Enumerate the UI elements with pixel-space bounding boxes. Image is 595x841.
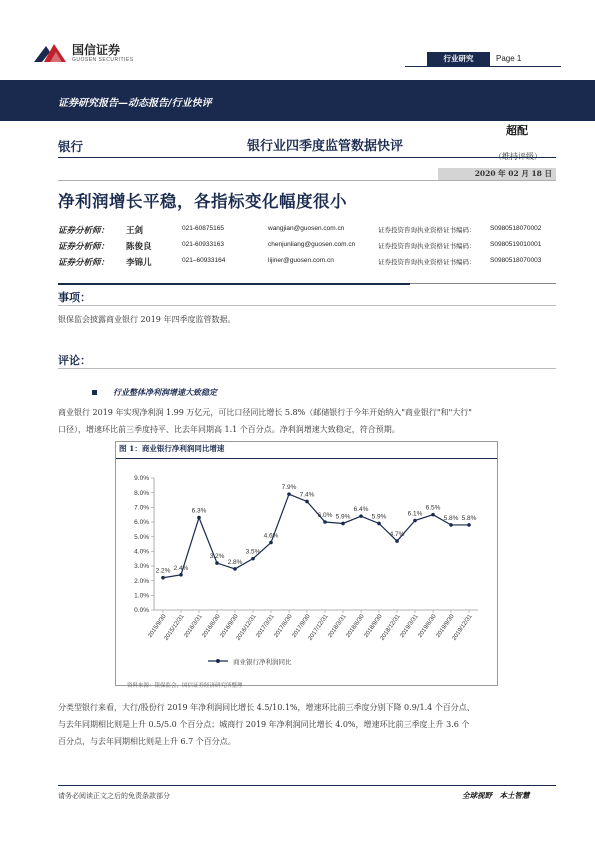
matter-text: 银保监会披露商业银行 2019 年四季度监管数据。 (58, 315, 236, 324)
analyst-email[interactable]: lijiner@guosen.com.cn (268, 257, 334, 264)
cert-label: 证券投资咨询执业资格证书编码： (378, 242, 476, 250)
divider (58, 157, 556, 158)
y-tick-label: 0.0% (134, 607, 149, 615)
logo-text: 国信证券 (72, 43, 121, 57)
data-label: 6.5% (425, 504, 441, 512)
analyst-row (58, 240, 558, 256)
analyst-name: 李锦儿 (126, 258, 152, 268)
cert-label: 证券投资咨询执业资格证书编码： (378, 258, 476, 266)
section-heading-matter: 事项： (58, 291, 91, 304)
headline: 净利润增长平稳，各指标变化幅度很小 (58, 192, 347, 211)
line-chart (116, 460, 497, 678)
cert-number: S0980518070003 (490, 257, 542, 264)
page-number: 1 (516, 54, 522, 63)
divider (58, 283, 410, 285)
page-indicator (496, 52, 521, 66)
x-tick-label: 2016/12/31 (235, 613, 258, 642)
x-tick-label: 2016/6/30 (201, 613, 222, 640)
data-label: 7.9% (281, 484, 297, 492)
section-heading-comment: 评论： (58, 354, 91, 367)
x-tick-label: 2019/6/30 (417, 613, 438, 640)
analyst-role: 证券分析师： (58, 258, 110, 268)
data-point (341, 522, 345, 526)
data-label: 2.8% (227, 558, 243, 566)
paragraph-line: 分类型银行来看，大行/股份行 2019 年净利润同比增长 4.5/10.1%，增速环比前三季度分别下降 0.9/1.4 个百分点、 (58, 703, 475, 712)
x-tick-label: 2018/3/31 (327, 613, 348, 640)
report-type-text: 证券研究报告—动态报告/行业快评 (58, 98, 212, 109)
data-label: 6.4% (353, 506, 369, 514)
data-point (467, 523, 471, 527)
divider (58, 368, 556, 369)
analyst-role: 证券分析师： (58, 226, 110, 236)
analyst-name: 王剑 (126, 226, 144, 236)
report-title: 银行业四季度监管数据快评 (247, 139, 404, 154)
footer-disclaimer-note: 请务必阅读正文之后的免责条款部分 (58, 792, 170, 800)
figure-title: 图 1：商业银行净利润同比增速 (119, 444, 225, 453)
cert-label: 证券投资咨询执业资格证书编码： (378, 226, 476, 234)
data-point (431, 513, 435, 517)
y-tick-label: 2.0% (134, 577, 149, 585)
paragraph-line: 商业银行 2019 年实现净利润 1.99 万亿元，可比口径同比增长 5.8%（邮储银行于今年开始纳入"商业银行"和"大行" (58, 408, 472, 417)
x-tick-label: 2019/3/31 (399, 613, 420, 640)
x-tick-label: 2018/9/30 (363, 613, 384, 640)
data-label: 3.5% (245, 548, 261, 556)
data-label: 3.2% (209, 553, 225, 561)
data-point (305, 500, 309, 504)
x-tick-label: 2015/12/31 (163, 613, 186, 642)
legend-dot-marker (216, 659, 220, 663)
cert-number: S0980519010001 (490, 241, 542, 248)
x-tick-label: 2018/12/31 (379, 613, 402, 642)
data-point (269, 541, 273, 545)
paragraph-line: 百分点，与去年同期相比则是上升 6.7 个百分点。 (58, 737, 236, 746)
analyst-row (58, 224, 558, 240)
data-label: 5.9% (371, 513, 387, 521)
x-tick-label: 2015/9/30 (147, 613, 168, 640)
chart-axes (151, 478, 478, 613)
series-points (161, 492, 471, 579)
y-tick-label: 6.0% (134, 519, 149, 527)
figure-title-rule (116, 458, 497, 459)
y-tick-label: 4.0% (134, 548, 149, 556)
data-label: 5.8% (461, 514, 477, 522)
analyst-phone: 021-60933163 (182, 241, 224, 248)
x-tick-label: 2017/12/31 (307, 613, 330, 642)
company-logo (32, 38, 192, 70)
data-label: 2.4% (173, 564, 189, 572)
sector-label: 银行 (58, 139, 84, 154)
data-label: 6.1% (407, 510, 423, 518)
paragraph-line: 口径），增速环比前三季度持平、比去年同期高 1.1 个百分点。净利润增速大致稳定，符合预期。 (58, 425, 400, 434)
data-point (179, 573, 183, 577)
page-label: Page (496, 54, 515, 63)
paragraph-line: 与去年同期相比则是上升 0.5/5.0 个百分点；城商行 2019 年净利润同比增长 4.0%，增速环比前三季度上升 3.6 个 (58, 720, 470, 729)
analyst-phone: 021-60875165 (182, 225, 224, 232)
header-rule (405, 66, 561, 67)
data-label: 2.2% (155, 567, 171, 575)
subsection-heading: 行业整体净利润增速大致稳定 (113, 387, 217, 397)
x-tick-label: 2018/6/30 (345, 613, 366, 640)
y-tick-label: 3.0% (134, 563, 149, 571)
x-tick-label: 2016/3/31 (183, 613, 204, 640)
footer-rule (58, 785, 556, 786)
x-tick-labels (147, 613, 474, 642)
data-point (449, 523, 453, 527)
data-point (251, 557, 255, 561)
data-point (161, 576, 165, 580)
logo-mark-icon (32, 40, 68, 66)
x-tick-label: 2017/3/31 (255, 613, 276, 640)
x-tick-label: 2019/9/30 (435, 613, 456, 640)
data-point (215, 561, 219, 565)
y-tick-label: 7.0% (134, 504, 149, 512)
doc-type-badge: 行业研究 (427, 52, 490, 66)
x-tick-label: 2017/9/30 (291, 613, 312, 640)
footer-slogan: 全球视野 本土智慧 (462, 791, 530, 800)
y-tick-label: 8.0% (134, 489, 149, 497)
data-label: 7.4% (299, 491, 315, 499)
divider (58, 305, 556, 306)
x-tick-label: 2019/12/31 (451, 613, 474, 642)
analyst-row (58, 256, 558, 272)
figure-source: 资料来源：银保监会，国信证券经济研究所整理 (127, 683, 243, 689)
y-tick-label: 5.0% (134, 533, 149, 541)
analyst-email[interactable]: chenjunliang@guosen.com.cn (268, 241, 356, 248)
logo-english-text: GUOSEN SECURITIES (72, 57, 134, 63)
y-tick-labels (134, 475, 149, 614)
data-label: 4.7% (389, 531, 405, 539)
data-point (287, 492, 291, 496)
data-point (323, 520, 327, 524)
data-label: 6.0% (317, 512, 333, 519)
paragraph (58, 699, 556, 750)
data-point (413, 519, 417, 523)
report-date: 2020 年 02 月 18 日 (438, 168, 556, 180)
data-point (395, 539, 399, 543)
x-tick-label: 2016/9/30 (219, 613, 240, 640)
y-tick-label: 1.0% (134, 592, 149, 600)
bullet-square-icon (92, 390, 97, 395)
series-line (163, 494, 469, 578)
data-point (359, 514, 363, 518)
rating: 超配 (506, 124, 528, 137)
analyst-phone: 021–60933164 (182, 257, 226, 264)
data-point (377, 522, 381, 526)
x-tick-label: 2017/6/30 (273, 613, 294, 640)
data-point (233, 567, 237, 571)
analyst-role: 证券分析师： (58, 242, 110, 252)
divider (410, 283, 556, 284)
analyst-email[interactable]: wangjian@guosen.com.cn (268, 225, 345, 232)
cert-number: S0980518070002 (490, 225, 542, 232)
analyst-name: 陈俊良 (126, 242, 152, 252)
data-label: 4.6% (263, 532, 279, 540)
paragraph (58, 404, 556, 438)
chart-legend (208, 657, 292, 666)
legend-label: 商业银行净利润同比 (233, 658, 292, 666)
data-label: 5.9% (335, 513, 351, 521)
divider (58, 180, 556, 181)
data-label: 6.3% (191, 507, 207, 515)
y-tick-label: 9.0% (134, 475, 149, 483)
data-label: 5.8% (443, 514, 459, 522)
data-point (197, 516, 201, 520)
